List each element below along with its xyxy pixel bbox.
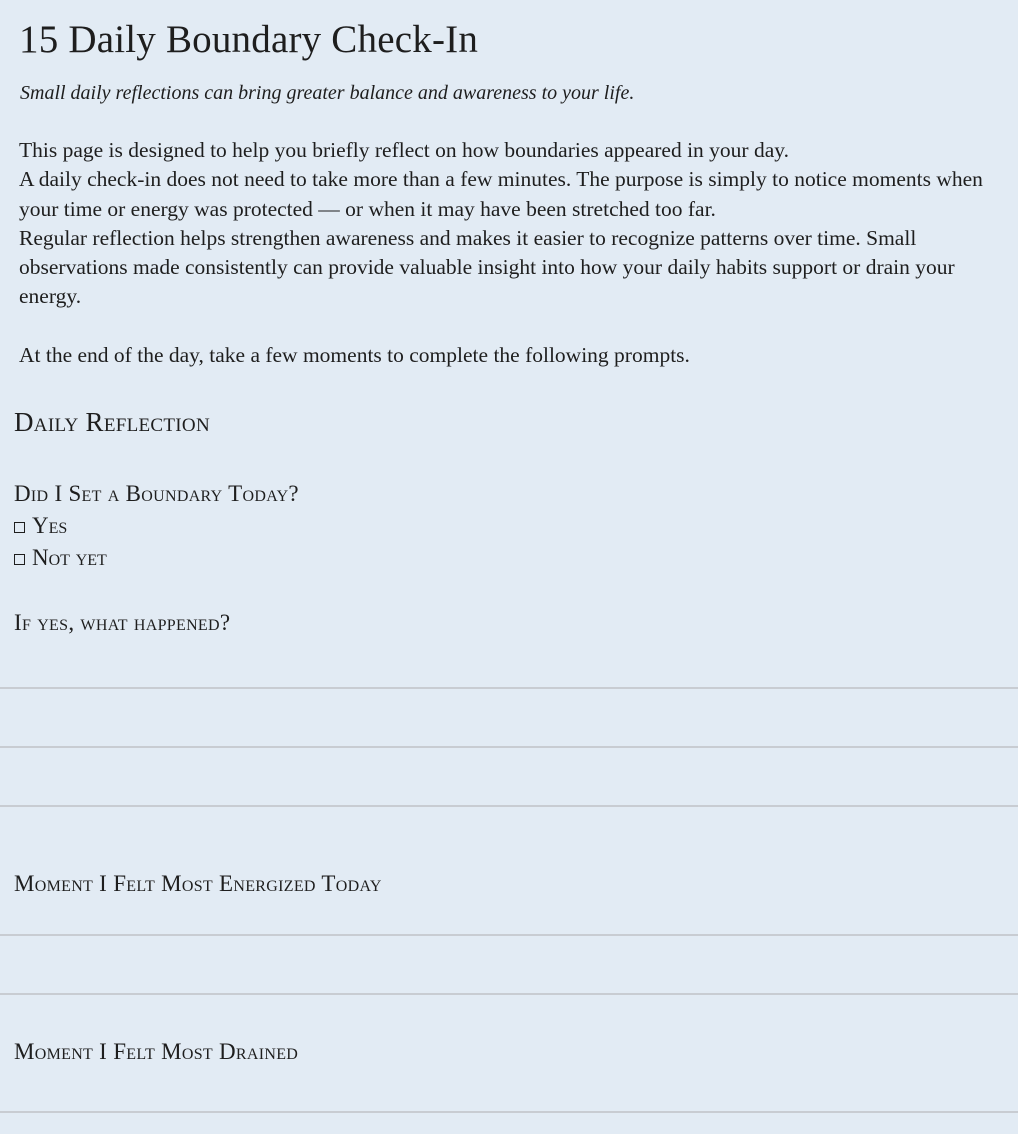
writing-line[interactable] [0, 993, 1018, 995]
option-not-yet-label: Not yet [32, 545, 107, 570]
page-title: 15 Daily Boundary Check-In [19, 18, 479, 61]
not-yet-checkbox[interactable] [14, 554, 25, 565]
intro-paragraph-1: This page is designed to help you briefly reflect on how boundaries appeared in your day. [19, 138, 789, 162]
follow-up-label: If yes, what happened? [14, 610, 231, 635]
writing-line[interactable] [0, 1111, 1018, 1113]
writing-line[interactable] [0, 805, 1018, 807]
writing-line[interactable] [0, 746, 1018, 748]
yes-checkbox[interactable] [14, 522, 25, 533]
intro-text [19, 136, 1004, 370]
writing-line[interactable] [0, 687, 1018, 689]
option-not-yet[interactable] [14, 543, 107, 573]
option-yes-label: Yes [32, 513, 68, 538]
energized-moment-label: Moment I Felt Most Energized Today [14, 871, 382, 896]
page-subtitle: Small daily reflections can bring greater balance and awareness to your life. [20, 82, 635, 104]
section-heading-daily-reflection: Daily Reflection [14, 407, 210, 437]
intro-paragraph-3: Regular reflection helps strengthen awareness and makes it easier to recognize patterns over time. Small observations made consistently can provide valuable insight into how your daily habits support or drain your energy. [19, 225, 955, 309]
drained-moment-label: Moment I Felt Most Drained [14, 1039, 299, 1064]
writing-line[interactable] [0, 934, 1018, 936]
intro-closing: At the end of the day, take a few moments to complete the following prompts. [19, 343, 690, 368]
boundary-question-label: Did I Set a Boundary Today? [14, 481, 299, 506]
intro-paragraph-2: A daily check-in does not need to take more than a few minutes. The purpose is simply to notice moments when your time or energy was protected — or when it may have been stretched too far. [19, 167, 983, 221]
option-yes[interactable] [14, 511, 67, 541]
